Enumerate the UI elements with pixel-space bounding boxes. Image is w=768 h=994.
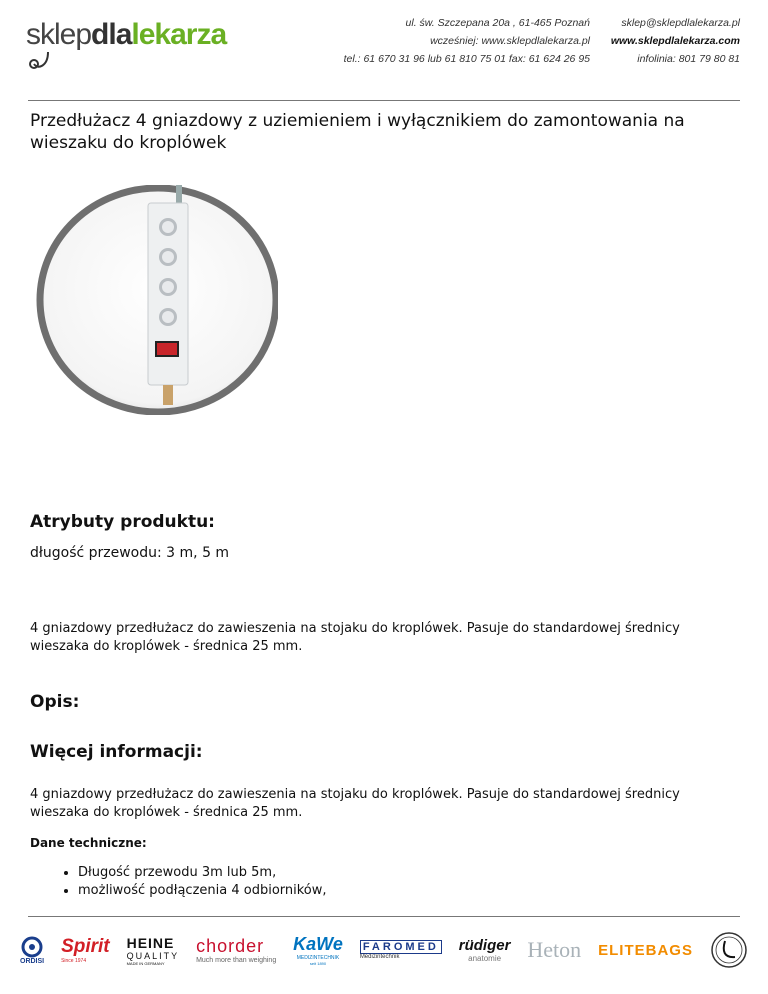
more-info-text: 4 gniazdowy przedłużacz do zawieszenia na stojaku do kroplówek. Pasuje do standardowej średnicy wieszaka do kroplówek - średnica 25 mm. xyxy=(30,787,680,820)
website-link[interactable]: www.sklepdlalekarza.com xyxy=(610,35,740,47)
ordisi-swirl-icon xyxy=(21,936,43,958)
attribute-cable-length: długość przewodu: 3 m, 5 m xyxy=(30,545,230,561)
brand-logos-bar xyxy=(20,928,748,972)
description-heading: Opis: xyxy=(30,692,80,712)
brand-elitebags[interactable]: ELITEBAGS xyxy=(598,941,693,959)
brand-heton[interactable]: Heton xyxy=(527,937,582,962)
brand-ordisi[interactable]: ORDISI xyxy=(20,936,44,965)
address-line: ul. św. Szczepana 20a , 61-465 Poznań xyxy=(405,17,590,29)
list-item: • Długość przewodu 3m lub 5m, xyxy=(78,864,327,882)
phone-line: tel.: 61 670 31 96 lub 61 810 75 01 fax: 61 624 26 95 xyxy=(343,53,590,65)
littmann-seal-icon xyxy=(710,931,748,969)
hotline-line: infolinia: 801 79 80 81 xyxy=(637,53,740,65)
product-image xyxy=(28,185,278,415)
more-info-heading: Więcej informacji: xyxy=(30,742,203,762)
brand-heine[interactable]: HEINE QUALITY MADE IN GERMANY xyxy=(126,934,180,966)
short-description: 4 gniazdowy przedłużacz do zawieszenia na stojaku do kroplówek. Pasuje do standardowej średnicy wieszaka do kroplówek - średnica 25 mm. xyxy=(30,621,680,654)
stethoscope-icon xyxy=(28,52,68,74)
brand-kawe[interactable]: KaWe MEDIZINTECHNIK seit 1890 xyxy=(293,934,343,966)
contact-web-block xyxy=(611,14,740,68)
email-link[interactable]: sklep@sklepdlalekarza.pl xyxy=(621,17,740,29)
site-logo[interactable]: sklepdlalekarza xyxy=(26,18,227,51)
page-header xyxy=(0,0,768,90)
footer-divider xyxy=(28,916,740,917)
contact-address-block xyxy=(344,14,590,68)
brand-littmann[interactable] xyxy=(710,931,748,969)
header-divider xyxy=(28,100,740,101)
list-item: • możliwość podłączenia 4 odbiorników, xyxy=(78,882,327,900)
brand-spirit[interactable]: Spirit Since 1974 xyxy=(61,936,110,964)
tech-data-heading: Dane techniczne: xyxy=(30,836,147,850)
product-title: Przedłużacz 4 gniazdowy z uziemieniem i wyłącznikiem do zamontowania na wieszaku do kroplówek xyxy=(30,111,685,153)
attributes-heading: Atrybuty produktu: xyxy=(30,512,215,532)
brand-faromed[interactable]: FAROMED Medizintechnik xyxy=(360,940,442,960)
previous-site-line[interactable]: wcześniej: www.sklepdlalekarza.pl xyxy=(430,35,590,47)
tech-data-list xyxy=(60,864,327,900)
brand-rudiger[interactable]: rüdiger anatomie xyxy=(458,937,511,963)
brand-chorder[interactable]: chorder Much more than weighing xyxy=(196,936,277,964)
